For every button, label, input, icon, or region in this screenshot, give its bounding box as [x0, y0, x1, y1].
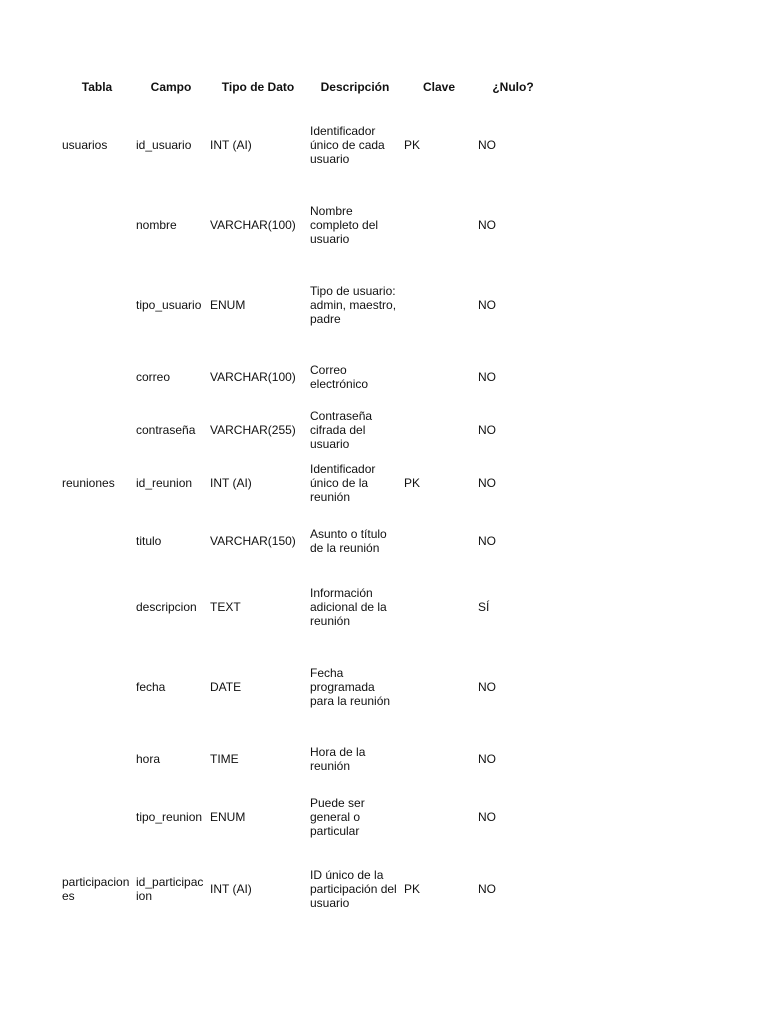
cell-descripcion: Fecha programada para la reunión — [310, 666, 391, 708]
cell-campo: contraseña — [136, 423, 196, 437]
cell-clave — [402, 348, 476, 406]
cell-descripcion: Asunto o título de la reunión — [310, 527, 387, 555]
table-row — [60, 102, 550, 188]
cell-clave: PK — [404, 882, 421, 896]
cell-tipo: ENUM — [210, 810, 246, 824]
table-row — [60, 570, 550, 644]
cell-campo: descripcion — [136, 600, 197, 614]
header-campo: Campo — [150, 80, 192, 94]
cell-descripcion: Identificador único de cada usuario — [310, 124, 385, 166]
cell-nulo: NO — [478, 882, 496, 896]
cell-tipo: ENUM — [210, 298, 246, 312]
cell-tabla — [60, 348, 134, 406]
cell-campo: fecha — [136, 680, 166, 694]
cell-descripcion: Correo electrónico — [310, 363, 369, 391]
cell-campo: correo — [136, 370, 171, 384]
cell-nulo: NO — [478, 298, 496, 312]
table-row — [60, 262, 550, 348]
cell-clave: PK — [404, 138, 421, 152]
cell-descripcion: Puede ser general o particular — [310, 796, 365, 838]
table-row — [60, 454, 550, 512]
table-row — [60, 512, 550, 570]
table-row — [60, 188, 550, 262]
cell-descripcion: Contraseña cifrada del usuario — [310, 409, 373, 451]
cell-clave — [402, 406, 476, 454]
cell-tipo: VARCHAR(100) — [210, 370, 296, 384]
cell-descripcion: Nombre completo del usuario — [310, 204, 379, 246]
cell-tabla — [60, 512, 134, 570]
cell-tipo: VARCHAR(150) — [210, 534, 296, 548]
cell-nulo: NO — [478, 810, 496, 824]
cell-nulo: NO — [478, 680, 496, 694]
cell-campo: tipo_reunion — [136, 810, 203, 824]
cell-descripcion: ID único de la participación del usuario — [310, 868, 397, 910]
cell-tipo: TEXT — [210, 600, 241, 614]
cell-campo: hora — [136, 752, 161, 766]
cell-descripcion: Información adicional de la reunión — [310, 586, 387, 628]
cell-nulo: NO — [478, 534, 496, 548]
cell-tipo: DATE — [210, 680, 242, 694]
cell-tabla — [60, 406, 134, 454]
cell-tabla — [60, 262, 134, 348]
table-row — [60, 348, 550, 406]
cell-nulo: NO — [478, 752, 496, 766]
cell-descripcion: Identificador único de la reunión — [310, 462, 376, 504]
cell-descripcion: Tipo de usuario: admin, maestro, padre — [310, 284, 397, 326]
cell-nulo: SÍ — [478, 600, 490, 614]
schema-table — [60, 72, 550, 932]
cell-tipo: VARCHAR(100) — [210, 218, 296, 232]
cell-campo: titulo — [136, 534, 162, 548]
cell-nulo: NO — [478, 138, 496, 152]
header-tipo: Tipo de Dato — [221, 80, 295, 94]
cell-campo: id_reunion — [136, 476, 193, 490]
cell-tipo: INT (AI) — [210, 476, 252, 490]
table-row — [60, 846, 550, 932]
cell-tabla — [60, 788, 134, 846]
cell-clave — [402, 512, 476, 570]
cell-campo: id_usuario — [136, 138, 192, 152]
cell-tipo: INT (AI) — [210, 882, 252, 896]
cell-tabla: usuarios — [62, 138, 108, 152]
cell-tabla — [60, 644, 134, 730]
cell-nulo: NO — [478, 423, 496, 437]
cell-clave — [402, 644, 476, 730]
cell-campo: id_participacion — [136, 875, 204, 903]
header-descripcion: Descripción — [320, 80, 390, 94]
cell-nulo: NO — [478, 370, 496, 384]
cell-tipo: TIME — [210, 752, 239, 766]
cell-tabla — [60, 188, 134, 262]
table-row — [60, 406, 550, 454]
table-row — [60, 788, 550, 846]
table-row — [60, 730, 550, 788]
cell-tipo: VARCHAR(255) — [210, 423, 296, 437]
cell-tabla — [60, 730, 134, 788]
cell-clave — [402, 262, 476, 348]
cell-clave — [402, 730, 476, 788]
cell-tabla: reuniones — [62, 476, 115, 490]
cell-nulo: NO — [478, 218, 496, 232]
header-tabla: Tabla — [81, 80, 113, 94]
cell-tabla — [60, 570, 134, 644]
cell-nulo: NO — [478, 476, 496, 490]
cell-campo: nombre — [136, 218, 177, 232]
cell-tipo: INT (AI) — [210, 138, 252, 152]
table-row — [60, 644, 550, 730]
cell-campo: tipo_usuario — [136, 298, 202, 312]
cell-descripcion: Hora de la reunión — [310, 745, 366, 773]
cell-clave — [402, 570, 476, 644]
cell-tabla: participaciones — [62, 875, 130, 903]
cell-clave — [402, 788, 476, 846]
header-row — [60, 72, 550, 102]
cell-clave — [402, 188, 476, 262]
cell-clave: PK — [404, 476, 421, 490]
header-clave: Clave — [422, 80, 456, 94]
header-nulo: ¿Nulo? — [492, 80, 534, 94]
